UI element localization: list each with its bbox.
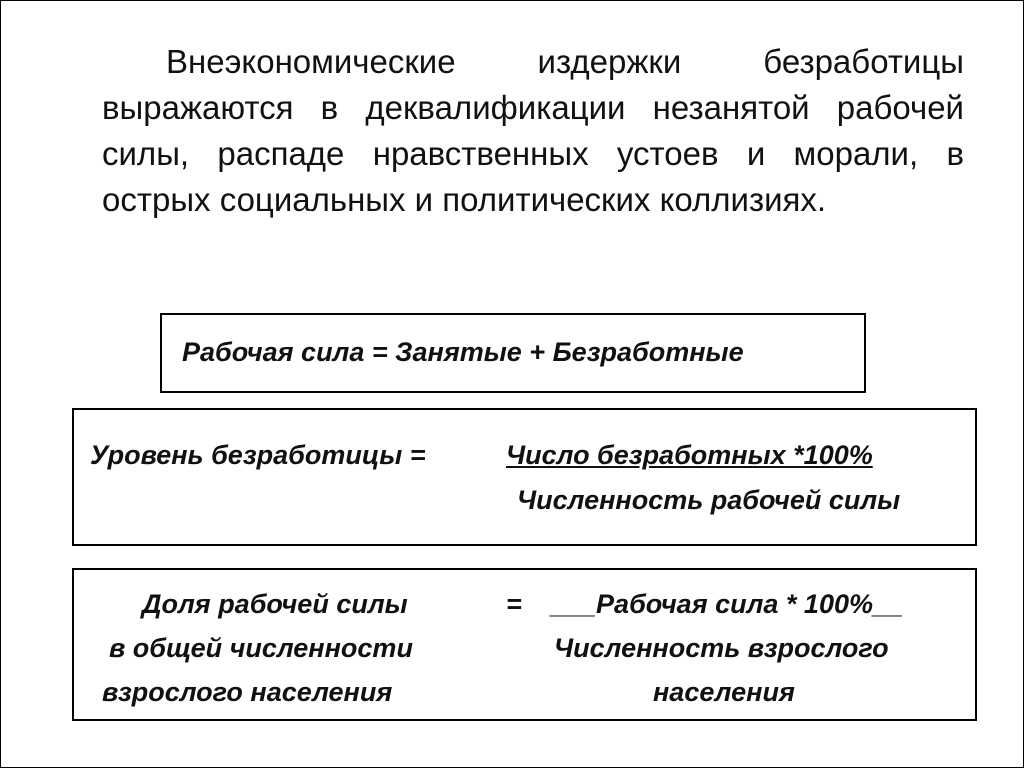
unemployment-rate-numerator: Число безработных *100% — [506, 440, 873, 470]
labor-force-formula-box — [160, 313, 866, 393]
participation-formula-box — [72, 568, 977, 721]
participation-label-line3: взрослого населения — [102, 677, 393, 707]
labor-force-formula: Рабочая сила = Занятые + Безработные — [182, 337, 744, 367]
unemployment-rate-denominator: Численность рабочей силы — [517, 485, 901, 515]
participation-denominator-line1: Численность взрослого — [554, 633, 889, 663]
unemployment-rate-formula-box — [72, 408, 977, 546]
participation-denominator-line2: населения — [653, 677, 795, 707]
participation-label-line2: в общей численности — [109, 633, 413, 663]
unemployment-rate-label: Уровень безработицы = — [90, 440, 426, 470]
participation-label-line1: Доля рабочей силы — [142, 589, 408, 619]
intro-paragraph: Внеэкономические издержки безработицы выражаются в деквалификации незанятой рабочей силы, распаде нравственных устоев и морали, в острых социальных и политических коллизиях. — [102, 43, 964, 218]
participation-equals-sign: = — [506, 589, 522, 619]
participation-numerator: ___Рабочая сила * 100%__ — [551, 589, 904, 619]
